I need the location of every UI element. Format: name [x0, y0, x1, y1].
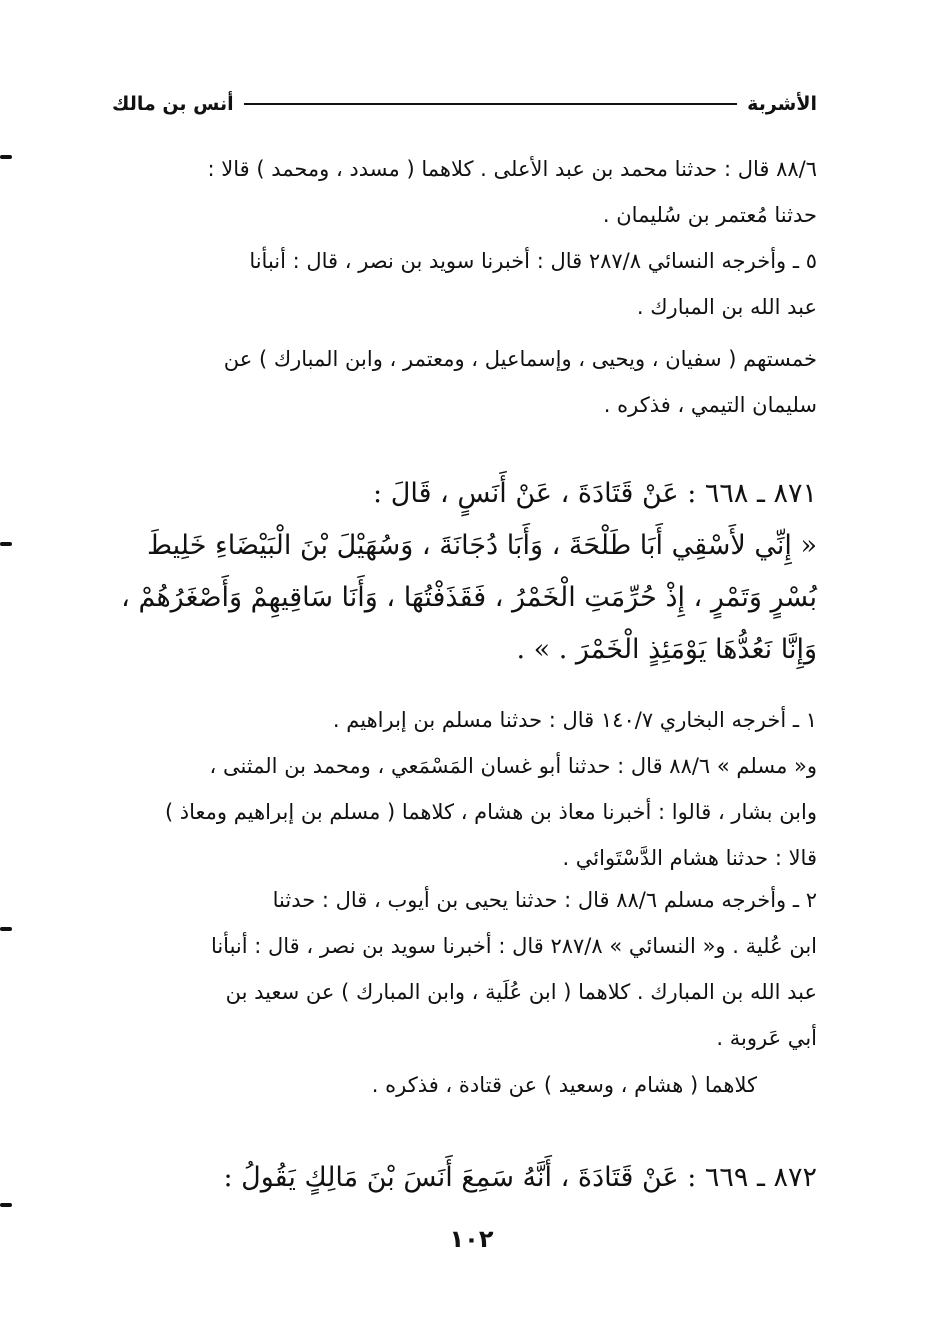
- text-line: ٥ ـ وأخرجه النسائي ٢٨٧/٨ قال : أخبرنا سويد بن نصر ، قال : أنبأنا: [249, 249, 817, 273]
- running-header: [112, 86, 817, 122]
- text-line: ٨٨/٦ قال : حدثنا محمد بن عبد الأعلى . كلاهما ( مسدد ، ومحمد ) قالا :: [207, 157, 817, 181]
- text-line: خمستهم ( سفيان ، ويحيى ، وإسماعيل ، ومعتمر ، وابن المبارك ) عن: [223, 347, 817, 371]
- paragraph-five-narrators: [112, 336, 817, 428]
- margin-mark: [0, 927, 12, 931]
- text-line: وابن بشار ، قالوا : أخبرنا معاذ بن هشام ، كلاهما ( مسلم بن إبراهيم ومعاذ ): [164, 800, 817, 824]
- text-line: ٢ ـ وأخرجه مسلم ٨٨/٦ قال : حدثنا يحيى بن أيوب ، قال : حدثنا: [272, 888, 817, 912]
- page-number: ١٠٢: [449, 1225, 494, 1253]
- text-line: عبد الله بن المبارك .: [636, 295, 817, 319]
- text-line: حدثنا مُعتمر بن سُليمان .: [602, 203, 817, 227]
- margin-mark: [0, 542, 12, 546]
- paragraph-muslim-mutamir: [112, 146, 817, 238]
- margin-mark: [0, 1203, 12, 1207]
- hadith-871-text: [112, 468, 817, 676]
- section-title: الأشربة: [747, 93, 817, 115]
- hadith-872-heading: [112, 1152, 817, 1204]
- paragraph-muslim-2: [112, 877, 817, 1061]
- text-line: أبي عَروبة .: [716, 1026, 817, 1050]
- header-rule: [244, 103, 737, 105]
- narrator-title: أنس بن مالك: [112, 93, 234, 115]
- margin-mark: [0, 155, 12, 159]
- paragraph-nasai-5: [112, 238, 817, 330]
- text-line: كلاهما ( هشام ، وسعيد ) عن قتادة ، فذكره .: [371, 1073, 757, 1097]
- hadith-heading: ٨٧١ ـ ٦٦٨ : عَنْ قَتَادَةَ ، عَنْ أَنَسٍ ، قَالَ :: [373, 478, 817, 509]
- text-line: عبد الله بن المبارك . كلاهما ( ابن عُلَية ، وابن المبارك ) عن سعيد بن: [225, 980, 817, 1004]
- text-line: سليمان التيمي ، فذكره .: [603, 393, 817, 417]
- text-line: قالا : حدثنا هشام الدَّسْتَوائي .: [562, 846, 817, 870]
- hadith-line: بُسْرٍ وَتَمْرٍ ، إِذْ حُرِّمَتِ الْخَمْرُ ، فَقَذَفْتُهَا ، وَأَنَا سَاقِيهِمْ وَأَصْغَرُهُمْ ،: [121, 582, 817, 613]
- text-line: ابن عُلية . و« النسائي » ٢٨٧/٨ قال : أخبرنا سويد بن نصر ، قال : أنبأنا: [210, 934, 817, 958]
- text-line: و« مسلم » ٨٨/٦ قال : حدثنا أبو غسان المَسْمَعي ، ومحمد بن المثنى ،: [209, 754, 817, 778]
- text-line: ١ ـ أخرجه البخاري ١٤٠/٧ قال : حدثنا مسلم بن إبراهيم .: [332, 708, 817, 732]
- hadith-line: « إِنِّي لأَسْقِي أَبَا طَلْحَةَ ، وَأَبَا دُجَانَةَ ، وَسُهَيْلَ بْنَ الْبَيْضَاءِ خَلِيطَ: [147, 530, 817, 561]
- paragraph-both-narrators: [112, 1062, 757, 1108]
- hadith-line: وَإِنَّا نَعُدُّهَا يَوْمَئِذٍ الْخَمْرَ . » .: [516, 634, 817, 665]
- paragraph-bukhari-1: [112, 697, 817, 881]
- hadith-heading: ٨٧٢ ـ ٦٦٩ : عَنْ قَتَادَةَ ، أَنَّهُ سَمِعَ أَنَسَ بْنَ مَالِكٍ يَقُولُ :: [223, 1162, 817, 1193]
